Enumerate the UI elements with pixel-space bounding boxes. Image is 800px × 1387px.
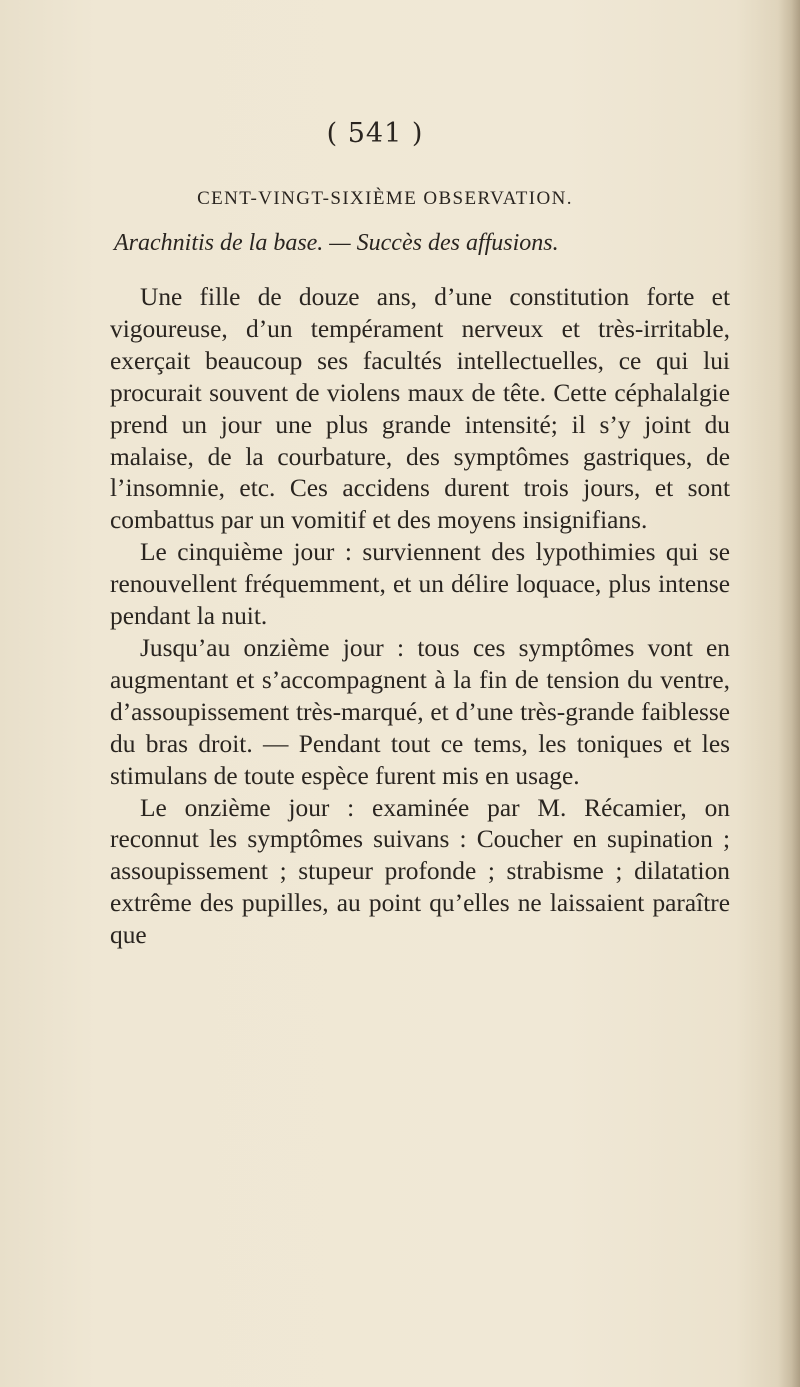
paragraph: Jusqu’au onzième jour : tous ces symptômes vont en augmentant et s’accompagnent à la fin de tension du ventre, d’assoupissement très-marqué, et d’une très-grande faiblesse du bras droit. — Pendant tout ce tems, les toniques et les stimulans de toute espèce furent mis en usage. xyxy=(110,633,730,790)
paragraph: Le onzième jour : examinée par M. Récamier, on reconnut les symptômes suivans : Coucher en supination ; assoupissement ; stupeur profonde ; strabisme ; dilatation extrême des pupilles, au point qu’elles ne laissaient paraître que xyxy=(110,793,730,950)
paragraph: Une fille de douze ans, d’une constitution forte et vigoureuse, d’un tempérament nerveux et très-irritable, exerçait beaucoup ses facultés intellectuelles, ce qui lui procurait souvent de violens maux de tête. Cette céphalalgie prend un jour une plus grande intensité; il s’y joint du malaise, de la courbature, des symptômes gastriques, de l’insomnie, etc. Ces accidens durent trois jours, et sont combattus par un vomitif et des moyens insignifians. xyxy=(110,283,730,535)
body-text xyxy=(110,282,730,952)
observation-heading: CENT-VINGT-SIXIÈME OBSERVATION. xyxy=(197,188,573,209)
observation-subtitle: Arachnitis de la base. — Succès des affusions. xyxy=(114,230,559,256)
paragraph: Le cinquième jour : surviennent des lypothimies qui se renouvellent fréquemment, et un délire loquace, plus intense pendant la nuit. xyxy=(110,538,730,631)
page-number: ( 541 ) xyxy=(326,118,424,149)
page-edge-shadow xyxy=(778,0,800,1387)
